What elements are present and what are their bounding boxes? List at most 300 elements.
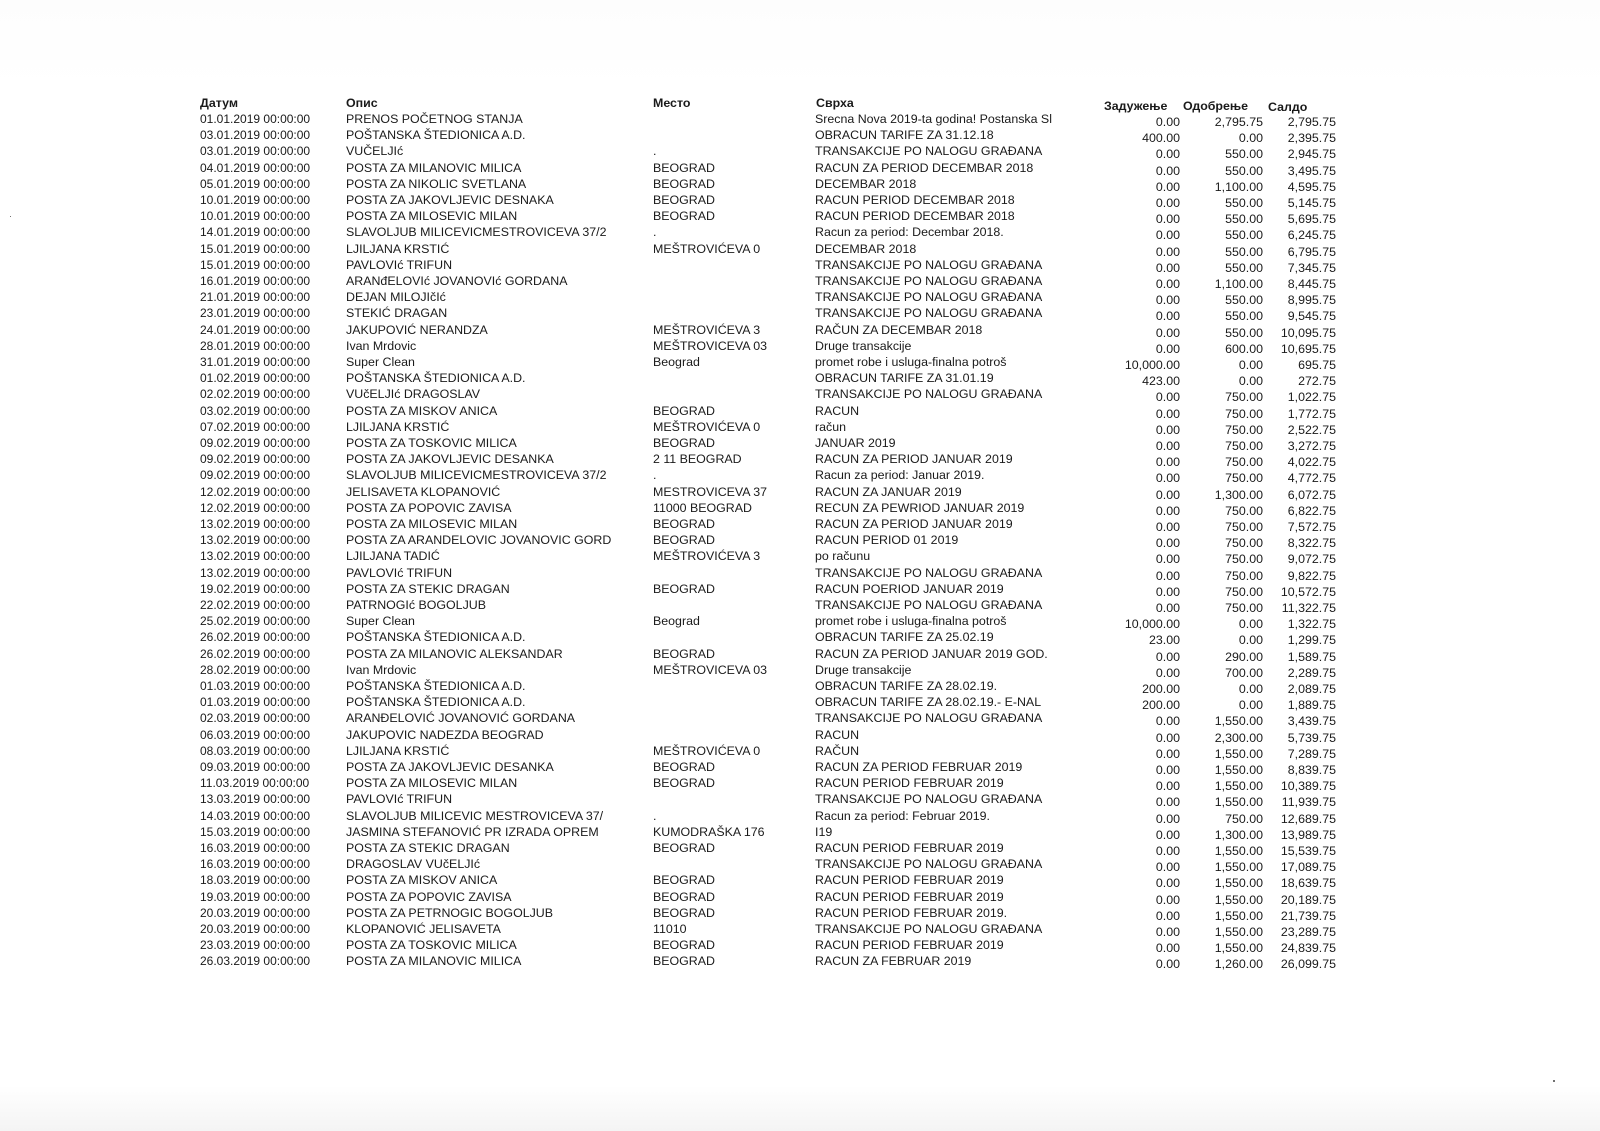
cell-opis: DEJAN MILOJIčIć — [346, 290, 446, 305]
cell-zaduzenje: 0.00 — [1155, 730, 1180, 745]
cell-mesto: BEOGRAD — [653, 841, 715, 855]
cell-svrha: TRANSAKCIJE PO NALOGU GRAĐANA — [815, 257, 1043, 272]
cell-opis: DRAGOSLAV VUčELJIć — [346, 857, 481, 872]
cell-mesto: BEOGRAD — [653, 403, 715, 418]
cell-date: 11.03.2019 00:00:00 — [200, 776, 310, 791]
cell-mesto: Beograd — [653, 355, 700, 369]
cell-zaduzenje: 0.00 — [1155, 844, 1180, 858]
cell-svrha: RACUN PERIOD DECEMBAR 2018 — [815, 209, 1015, 224]
cell-saldo: 2,945.75 — [1287, 147, 1336, 162]
cell-zaduzenje: 10,000.00 — [1124, 358, 1180, 372]
table-row — [0, 905, 1600, 921]
cell-svrha: promet robe i usluga-finalna potroš — [815, 614, 1007, 629]
cell-date: 15.03.2019 00:00:00 — [200, 824, 311, 839]
cell-svrha: RACUN ZA PERIOD JANUAR 2019 — [815, 452, 1013, 467]
cell-svrha: RACUN — [815, 403, 860, 418]
table-row — [0, 759, 1600, 775]
table-row — [0, 565, 1600, 581]
cell-opis: Ivan Mrdovic — [346, 662, 417, 677]
cell-opis: LJILJANA KRSTIĆ — [346, 241, 450, 256]
cell-opis: JELISAVETA KLOPANOVIĆ — [346, 484, 501, 499]
cell-opis: POŠTANSKA ŠTEDIONICA A.D. — [346, 128, 526, 143]
cell-date: 26.03.2019 00:00:00 — [200, 954, 311, 969]
cell-date: 09.02.2019 00:00:00 — [200, 436, 311, 450]
cell-odobrenje: 550.00 — [1225, 147, 1263, 162]
cell-date: 13.02.2019 00:00:00 — [200, 533, 311, 548]
cell-mesto: . — [653, 808, 657, 823]
cell-svrha: RACUN POERIOD JANUAR 2019 — [815, 581, 1004, 596]
cell-opis: PRENOS POČETNOG STANJA — [346, 112, 523, 126]
table-row — [0, 921, 1600, 937]
cell-date: 16.03.2019 00:00:00 — [200, 841, 311, 855]
cell-opis: POSTA ZA STEKIC DRAGAN — [346, 841, 510, 855]
cell-odobrenje: 0.00 — [1238, 682, 1263, 696]
cell-zaduzenje: 400.00 — [1142, 131, 1180, 146]
cell-mesto: BEOGRAD — [653, 176, 715, 191]
cell-mesto: MEŠTROVIĆEVA 0 — [653, 743, 761, 758]
cell-opis: ARANđELOVIć JOVANOVIć GORDANA — [346, 274, 568, 288]
cell-saldo: 4,022.75 — [1287, 455, 1336, 470]
cell-odobrenje: 1,550.00 — [1214, 844, 1263, 858]
table-row — [0, 710, 1600, 729]
cell-svrha: TRANSAKCIJE PO NALOGU GRAĐANA — [815, 922, 1043, 936]
cell-saldo: 23,289.75 — [1280, 925, 1336, 939]
table-row — [0, 662, 1600, 678]
scan-speck — [10, 216, 11, 217]
cell-saldo: 9,072.75 — [1287, 552, 1336, 567]
cell-opis: POSTA ZA MISKOV ANICA — [346, 403, 498, 418]
cell-saldo: 272.75 — [1298, 374, 1336, 389]
cell-date: 01.03.2019 00:00:00 — [200, 679, 311, 693]
cell-svrha: RACUN ZA PERIOD FEBRUAR 2019 — [815, 760, 1023, 774]
cell-saldo: 8,839.75 — [1287, 763, 1336, 777]
cell-mesto: BEOGRAD — [653, 646, 715, 661]
cell-svrha: TRANSAKCIJE PO NALOGU GRAĐANA — [815, 857, 1043, 872]
cell-date: 22.02.2019 00:00:00 — [200, 598, 311, 612]
cell-opis: POSTA ZA MILANOVIC ALEKSANDAR — [346, 646, 563, 661]
cell-date: 26.02.2019 00:00:00 — [200, 646, 311, 661]
table-row — [0, 532, 1600, 551]
cell-zaduzenje: 0.00 — [1155, 228, 1180, 243]
cell-svrha: RACUN PERIOD FEBRUAR 2019. — [815, 905, 1008, 920]
cell-odobrenje: 0.00 — [1238, 617, 1263, 632]
cell-zaduzenje: 0.00 — [1155, 260, 1180, 275]
cell-date: 18.03.2019 00:00:00 — [200, 873, 311, 888]
cell-zaduzenje: 0.00 — [1155, 763, 1180, 777]
cell-odobrenje: 750.00 — [1225, 584, 1263, 599]
cell-zaduzenje: 0.00 — [1155, 179, 1180, 194]
cell-odobrenje: 750.00 — [1225, 601, 1263, 615]
cell-zaduzenje: 10,000.00 — [1124, 617, 1180, 632]
cell-svrha: RACUN ZA PERIOD DECEMBAR 2018 — [815, 160, 1034, 175]
cell-odobrenje: 2,795.75 — [1214, 115, 1263, 129]
cell-mesto: MEŠTROVICEVA 03 — [653, 662, 768, 677]
table-row — [0, 419, 1600, 435]
cell-opis: ARANĐELOVIĆ JOVANOVIĆ GORDANA — [346, 711, 576, 726]
cell-saldo: 8,322.75 — [1287, 536, 1336, 551]
cell-odobrenje: 550.00 — [1225, 325, 1263, 340]
cell-svrha: TRANSAKCIJE PO NALOGU GRAĐANA — [815, 598, 1043, 612]
cell-mesto: BEOGRAD — [653, 209, 715, 224]
cell-saldo: 1,299.75 — [1287, 633, 1336, 648]
cell-svrha: RACUN PERIOD FEBRUAR 2019 — [815, 889, 1004, 904]
cell-mesto: MEŠTROVIĆEVA 3 — [653, 549, 761, 564]
cell-svrha: Druge transakcije — [815, 338, 912, 353]
cell-zaduzenje: 0.00 — [1155, 212, 1180, 227]
cell-svrha: TRANSAKCIJE PO NALOGU GRAĐANA — [815, 290, 1043, 305]
cell-zaduzenje: 0.00 — [1155, 536, 1180, 551]
cell-svrha: RACUN ZA JANUAR 2019 — [815, 484, 962, 499]
cell-zaduzenje: 0.00 — [1155, 795, 1180, 810]
cell-opis: PAVLOVIć TRIFUN — [346, 792, 453, 807]
cell-saldo: 4,595.75 — [1287, 179, 1336, 194]
table-row — [0, 305, 1600, 324]
cell-svrha: TRANSAKCIJE PO NALOGU GRAĐANA — [815, 306, 1043, 321]
cell-date: 08.03.2019 00:00:00 — [200, 743, 311, 758]
cell-date: 09.03.2019 00:00:00 — [200, 760, 311, 774]
cell-zaduzenje: 0.00 — [1155, 244, 1180, 259]
cell-saldo: 1,022.75 — [1287, 390, 1336, 405]
cell-svrha: Racun za period: Januar 2019. — [815, 468, 985, 483]
cell-svrha: OBRACUN TARIFE ZA 31.12.18 — [815, 128, 994, 143]
cell-opis: Super Clean — [346, 614, 415, 629]
cell-odobrenje: 750.00 — [1225, 568, 1263, 583]
cell-zaduzenje: 0.00 — [1155, 908, 1180, 923]
cell-svrha: RACUN ZA FEBRUAR 2019 — [815, 954, 972, 969]
cell-date: 23.01.2019 00:00:00 — [200, 306, 311, 321]
cell-saldo: 8,995.75 — [1287, 293, 1336, 308]
cell-date: 16.03.2019 00:00:00 — [200, 857, 311, 872]
cell-odobrenje: 1,550.00 — [1214, 763, 1263, 777]
cell-svrha: RECUN ZA PEWRIOD JANUAR 2019 — [815, 500, 1025, 515]
cell-saldo: 7,572.75 — [1287, 520, 1336, 534]
cell-zaduzenje: 0.00 — [1155, 471, 1180, 486]
cell-saldo: 15,539.75 — [1280, 844, 1336, 858]
cell-saldo: 9,545.75 — [1287, 309, 1336, 324]
cell-date: 16.01.2019 00:00:00 — [200, 274, 311, 288]
table-row — [0, 516, 1600, 532]
table-row — [0, 403, 1600, 419]
cell-date: 01.02.2019 00:00:00 — [200, 371, 311, 386]
cell-odobrenje: 1,550.00 — [1214, 941, 1263, 956]
cell-opis: POŠTANSKA ŠTEDIONICA A.D. — [346, 679, 526, 693]
cell-odobrenje: 1,550.00 — [1214, 908, 1263, 923]
table-row — [0, 467, 1600, 486]
header-zaduzenje: Задужење — [1104, 99, 1168, 113]
table-row — [0, 629, 1600, 648]
cell-date: 20.03.2019 00:00:00 — [200, 922, 311, 936]
cell-mesto: BEOGRAD — [653, 533, 715, 548]
cell-saldo: 1,589.75 — [1287, 649, 1336, 664]
cell-saldo: 5,739.75 — [1287, 730, 1336, 745]
cell-svrha: TRANSAKCIJE PO NALOGU GRAĐANA — [815, 274, 1043, 288]
cell-date: 25.02.2019 00:00:00 — [200, 614, 311, 629]
cell-zaduzenje: 0.00 — [1155, 925, 1180, 939]
cell-zaduzenje: 200.00 — [1142, 698, 1180, 713]
cell-mesto: MEŠTROVICEVA 03 — [653, 338, 768, 353]
cell-zaduzenje: 0.00 — [1155, 503, 1180, 518]
cell-saldo: 26,099.75 — [1280, 957, 1336, 972]
table-row — [0, 160, 1600, 176]
cell-saldo: 24,839.75 — [1280, 941, 1336, 956]
cell-opis: POSTA ZA MILOSEVIC MILAN — [346, 776, 518, 791]
cell-date: 15.01.2019 00:00:00 — [200, 257, 311, 272]
cell-saldo: 7,289.75 — [1287, 746, 1336, 761]
cell-opis: VUČELJIć — [346, 144, 404, 159]
cell-date: 07.02.2019 00:00:00 — [200, 419, 311, 434]
cell-saldo: 3,495.75 — [1287, 163, 1336, 178]
cell-zaduzenje: 0.00 — [1155, 876, 1180, 891]
cell-date: 06.03.2019 00:00:00 — [200, 727, 311, 742]
cell-zaduzenje: 0.00 — [1155, 714, 1180, 729]
cell-svrha: Racun za period: Februar 2019. — [815, 808, 990, 823]
table-row — [0, 613, 1600, 632]
cell-date: 13.02.2019 00:00:00 — [200, 565, 311, 580]
cell-zaduzenje: 0.00 — [1155, 293, 1180, 308]
table-row — [0, 678, 1600, 694]
header-saldo: Салдо — [1268, 100, 1308, 114]
cell-zaduzenje: 0.00 — [1155, 439, 1180, 453]
scan-speck — [1553, 1080, 1555, 1082]
header-svrha: Сврха — [816, 96, 854, 110]
cell-mesto: BEOGRAD — [653, 873, 715, 888]
table-row — [0, 354, 1600, 370]
cell-mesto: MESTROVICEVA 37 — [653, 484, 768, 499]
cell-date: 03.02.2019 00:00:00 — [200, 403, 311, 418]
cell-opis: LJILJANA TADIĆ — [346, 549, 440, 564]
cell-date: 13.02.2019 00:00:00 — [200, 517, 311, 531]
cell-date: 04.01.2019 00:00:00 — [200, 160, 311, 175]
header-datum: Датум — [200, 96, 238, 110]
cell-svrha: promet robe i usluga-finalna potroš — [815, 355, 1007, 369]
cell-date: 15.01.2019 00:00:00 — [200, 241, 311, 256]
table-row — [0, 289, 1600, 308]
cell-zaduzenje: 0.00 — [1155, 860, 1180, 875]
cell-zaduzenje: 0.00 — [1155, 422, 1180, 437]
cell-odobrenje: 750.00 — [1225, 811, 1263, 826]
cell-svrha: DECEMBAR 2018 — [815, 176, 917, 191]
cell-mesto: Beograd — [653, 614, 700, 629]
cell-saldo: 2,522.75 — [1287, 422, 1336, 437]
table-row — [0, 953, 1600, 972]
cell-saldo: 3,272.75 — [1287, 439, 1336, 453]
cell-odobrenje: 0.00 — [1238, 131, 1263, 146]
cell-svrha: Druge transakcije — [815, 662, 912, 677]
header-odobrenje: Одобрење — [1183, 99, 1248, 113]
table-row — [0, 111, 1600, 127]
cell-opis: PAVLOVIć TRIFUN — [346, 565, 453, 580]
cell-svrha: OBRACUN TARIFE ZA 31.01.19 — [815, 371, 994, 386]
cell-odobrenje: 1,300.00 — [1214, 827, 1263, 842]
cell-zaduzenje: 0.00 — [1155, 325, 1180, 340]
cell-opis: POSTA ZA MILOSEVIC MILAN — [346, 517, 518, 531]
cell-odobrenje: 700.00 — [1225, 665, 1263, 680]
table-row — [0, 791, 1600, 810]
cell-opis: PAVLOVIć TRIFUN — [346, 257, 453, 272]
cell-odobrenje: 550.00 — [1225, 196, 1263, 210]
cell-saldo: 7,345.75 — [1287, 260, 1336, 275]
cell-svrha: TRANSAKCIJE PO NALOGU GRAĐANA — [815, 565, 1043, 580]
cell-mesto: . — [653, 144, 657, 159]
cell-zaduzenje: 423.00 — [1142, 374, 1180, 389]
cell-opis: SLAVOLJUB MILICEVIC MESTROVICEVA 37/ — [346, 808, 604, 823]
cell-date: 02.02.2019 00:00:00 — [200, 387, 311, 402]
cell-saldo: 3,439.75 — [1287, 714, 1336, 729]
cell-opis: POSTA ZA NIKOLIC SVETLANA — [346, 176, 527, 191]
cell-odobrenje: 1,550.00 — [1214, 795, 1263, 810]
cell-saldo: 5,695.75 — [1287, 212, 1336, 227]
cell-mesto: 11010 — [653, 922, 687, 936]
cell-odobrenje: 1,550.00 — [1214, 876, 1263, 891]
cell-odobrenje: 600.00 — [1225, 341, 1263, 356]
cell-saldo: 10,695.75 — [1280, 341, 1336, 356]
cell-date: 09.02.2019 00:00:00 — [200, 468, 311, 483]
table-row — [0, 581, 1600, 597]
table-row — [0, 386, 1600, 405]
cell-date: 12.02.2019 00:00:00 — [200, 484, 311, 499]
cell-svrha: JANUAR 2019 — [815, 436, 896, 450]
cell-odobrenje: 750.00 — [1225, 536, 1263, 551]
cell-zaduzenje: 0.00 — [1155, 827, 1180, 842]
cell-saldo: 2,395.75 — [1287, 131, 1336, 146]
cell-date: 28.02.2019 00:00:00 — [200, 662, 311, 677]
cell-odobrenje: 1,100.00 — [1214, 179, 1263, 194]
cell-zaduzenje: 0.00 — [1155, 957, 1180, 972]
cell-mesto: BEOGRAD — [653, 889, 715, 904]
cell-date: 19.02.2019 00:00:00 — [200, 581, 311, 596]
cell-date: 14.03.2019 00:00:00 — [200, 808, 311, 823]
table-row — [0, 143, 1600, 162]
cell-odobrenje: 1,300.00 — [1214, 487, 1263, 502]
cell-date: 10.01.2019 00:00:00 — [200, 193, 311, 207]
cell-odobrenje: 550.00 — [1225, 244, 1263, 259]
cell-mesto: MEŠTROVIĆEVA 0 — [653, 419, 761, 434]
cell-date: 10.01.2019 00:00:00 — [200, 209, 311, 224]
cell-opis: POSTA ZA TOSKOVIC MILICA — [346, 938, 517, 953]
cell-saldo: 6,795.75 — [1287, 244, 1336, 259]
cell-mesto: BEOGRAD — [653, 160, 715, 175]
cell-zaduzenje: 0.00 — [1155, 455, 1180, 470]
cell-opis: JASMINA STEFANOVIĆ PR IZRADA OPREM — [346, 824, 599, 839]
table-row — [0, 127, 1600, 146]
cell-svrha: Racun za period: Decembar 2018. — [815, 225, 1004, 240]
cell-zaduzenje: 0.00 — [1155, 390, 1180, 405]
table-row — [0, 451, 1600, 470]
cell-svrha: TRANSAKCIJE PO NALOGU GRAĐANA — [815, 144, 1043, 159]
cell-saldo: 1,889.75 — [1287, 698, 1336, 713]
cell-mesto: KUMODRAŠKA 176 — [653, 824, 765, 839]
cell-zaduzenje: 0.00 — [1155, 779, 1180, 794]
cell-opis: POSTA ZA JAKOVLJEVIC DESANKA — [346, 452, 554, 467]
cell-odobrenje: 1,550.00 — [1214, 860, 1263, 875]
cell-opis: Super Clean — [346, 355, 415, 369]
cell-opis: POSTA ZA POPOVIC ZAVISA — [346, 889, 512, 904]
table-row — [0, 224, 1600, 243]
cell-saldo: 9,822.75 — [1287, 568, 1336, 583]
cell-svrha: RACUN PERIOD FEBRUAR 2019 — [815, 873, 1004, 888]
cell-saldo: 6,072.75 — [1287, 487, 1336, 502]
table-row — [0, 370, 1600, 389]
cell-odobrenje: 1,100.00 — [1214, 277, 1263, 291]
cell-opis: LJILJANA KRSTIĆ — [346, 419, 450, 434]
cell-opis: JAKUPOVIC NADEZDA BEOGRAD — [346, 727, 544, 742]
cell-opis: POSTA ZA PETRNOGIC BOGOLJUB — [346, 905, 554, 920]
cell-odobrenje: 0.00 — [1238, 633, 1263, 648]
cell-saldo: 2,089.75 — [1287, 682, 1336, 696]
cell-svrha: Srecna Nova 2019-ta godina! Postanska Sl — [815, 112, 1052, 126]
cell-opis: STEKIĆ DRAGAN — [346, 306, 448, 321]
cell-date: 19.03.2019 00:00:00 — [200, 889, 311, 904]
cell-saldo: 17,089.75 — [1280, 860, 1336, 875]
cell-saldo: 1,772.75 — [1287, 406, 1336, 421]
cell-saldo: 10,389.75 — [1280, 779, 1336, 794]
cell-date: 03.01.2019 00:00:00 — [200, 128, 311, 143]
cell-svrha: RACUN PERIOD FEBRUAR 2019 — [815, 938, 1004, 953]
table-row — [0, 208, 1600, 227]
cell-svrha: RACUN ZA PERIOD JANUAR 2019 GOD. — [815, 646, 1048, 661]
cell-svrha: račun — [815, 419, 846, 434]
cell-mesto: 2 11 BEOGRAD — [653, 452, 742, 467]
cell-zaduzenje: 0.00 — [1155, 941, 1180, 956]
cell-odobrenje: 1,550.00 — [1214, 746, 1263, 761]
table-row — [0, 435, 1600, 451]
cell-odobrenje: 550.00 — [1225, 293, 1263, 308]
cell-date: 20.03.2019 00:00:00 — [200, 905, 311, 920]
cell-date: 12.02.2019 00:00:00 — [200, 500, 311, 515]
cell-odobrenje: 750.00 — [1225, 471, 1263, 486]
cell-date: 02.03.2019 00:00:00 — [200, 711, 311, 726]
cell-svrha: RACUN — [815, 727, 860, 742]
cell-date: 09.02.2019 00:00:00 — [200, 452, 311, 467]
table-row — [0, 856, 1600, 875]
cell-zaduzenje: 0.00 — [1155, 277, 1180, 291]
cell-odobrenje: 0.00 — [1238, 698, 1263, 713]
cell-odobrenje: 750.00 — [1225, 520, 1263, 534]
cell-saldo: 8,445.75 — [1287, 277, 1336, 291]
table-row — [0, 808, 1600, 824]
cell-zaduzenje: 0.00 — [1155, 309, 1180, 324]
cell-svrha: DECEMBAR 2018 — [815, 241, 917, 256]
table-row — [0, 176, 1600, 192]
cell-odobrenje: 750.00 — [1225, 503, 1263, 518]
cell-zaduzenje: 0.00 — [1155, 601, 1180, 615]
cell-date: 05.01.2019 00:00:00 — [200, 176, 311, 191]
header-mesto: Место — [653, 96, 691, 110]
cell-opis: POŠTANSKA ŠTEDIONICA A.D. — [346, 695, 526, 710]
cell-date: 03.01.2019 00:00:00 — [200, 144, 311, 159]
cell-opis: SLAVOLJUB MILICEVICMESTROVICEVA 37/2 — [346, 225, 607, 240]
table-row — [0, 727, 1600, 743]
cell-mesto: BEOGRAD — [653, 517, 715, 531]
cell-saldo: 1,322.75 — [1287, 617, 1336, 632]
cell-zaduzenje: 0.00 — [1155, 196, 1180, 210]
cell-opis: POSTA ZA MILANOVIC MILICA — [346, 160, 522, 175]
cell-opis: POSTA ZA MILOSEVIC MILAN — [346, 209, 518, 224]
cell-opis: SLAVOLJUB MILICEVICMESTROVICEVA 37/2 — [346, 468, 607, 483]
table-row — [0, 646, 1600, 662]
cell-zaduzenje: 0.00 — [1155, 115, 1180, 129]
cell-opis: POSTA ZA JAKOVLJEVIC DESNAKA — [346, 193, 554, 207]
cell-opis: POSTA ZA ARANDELOVIC JOVANOVIC GORD — [346, 533, 612, 548]
cell-odobrenje: 2,300.00 — [1214, 730, 1263, 745]
cell-odobrenje: 1,550.00 — [1214, 925, 1263, 939]
cell-saldo: 10,095.75 — [1280, 325, 1336, 340]
cell-saldo: 11,939.75 — [1281, 795, 1336, 810]
cell-odobrenje: 0.00 — [1238, 358, 1263, 372]
table-row — [0, 775, 1600, 794]
cell-opis: POŠTANSKA ŠTEDIONICA A.D. — [346, 371, 526, 386]
cell-date: 13.03.2019 00:00:00 — [200, 792, 311, 807]
